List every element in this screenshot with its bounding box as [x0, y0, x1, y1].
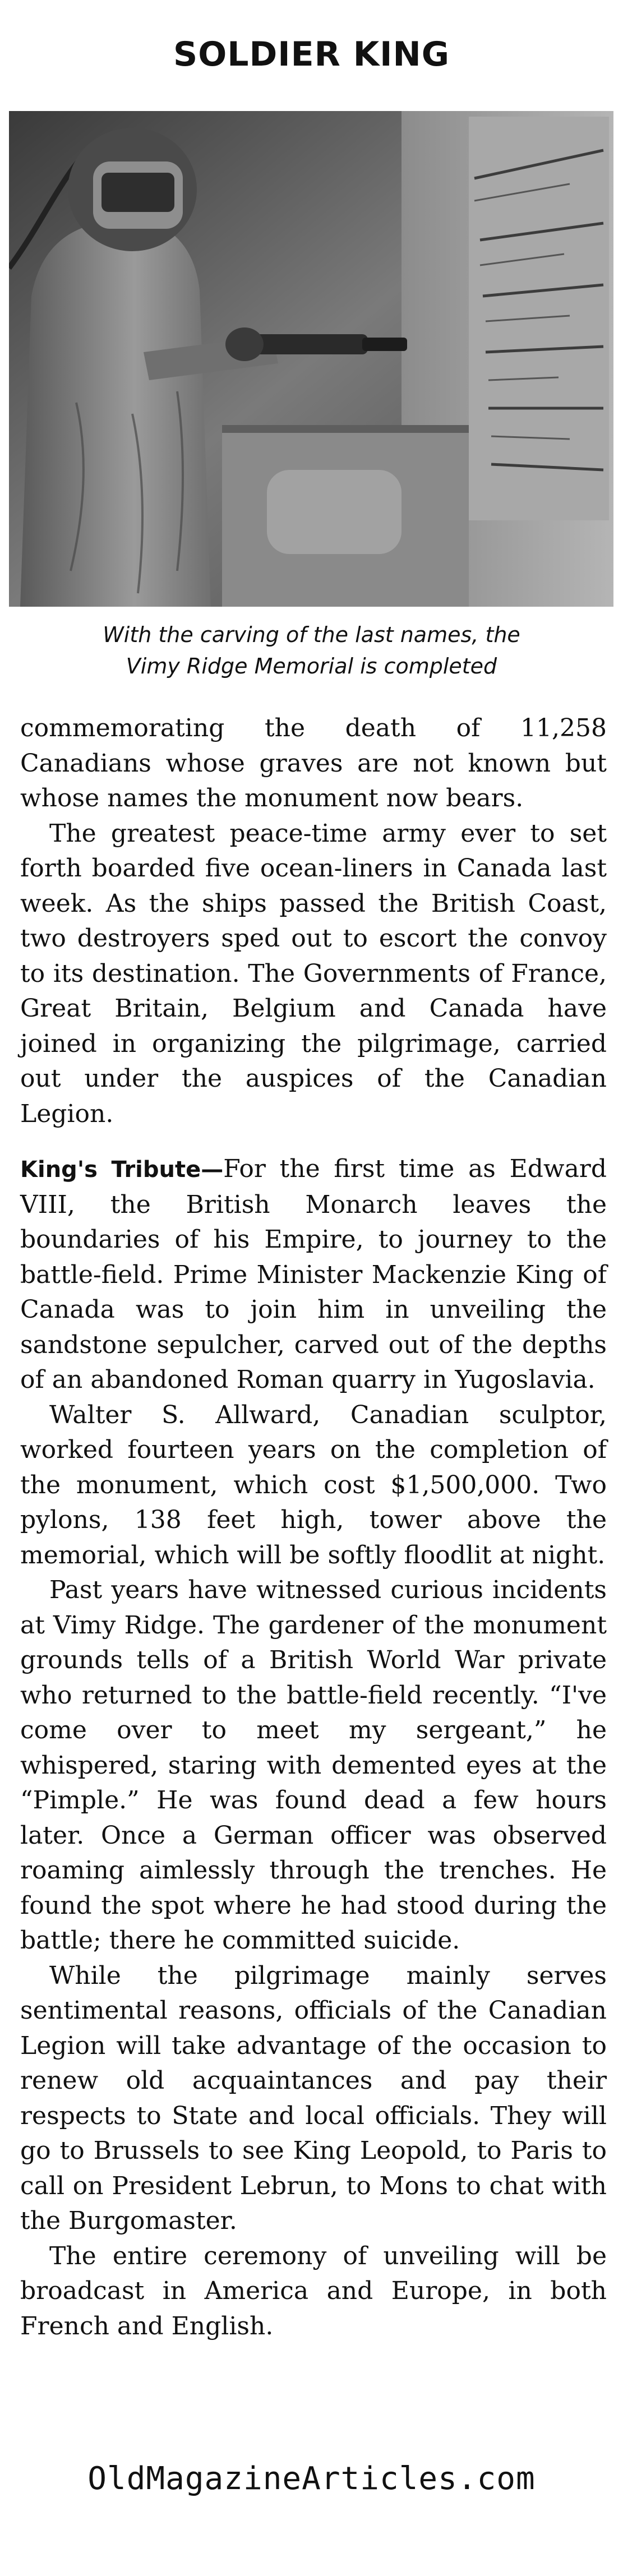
paragraph-kings-tribute-text: For the first time as Edward VIII, the British Monarch leaves the boundaries of his Empire, to journey to the battle-field. Prime Minister Mackenzie King of Canada was to join him in unveiling the sandstone sepulcher, carved out of the depths of an abandoned Roman quarry in Yugoslavia.	[20, 1155, 607, 1394]
photo-caption-line1: With the carving of the last names, the	[103, 622, 520, 647]
paragraph-pilgrimage: The greatest peace-time army ever to set forth boarded five ocean-liners in Canada last week. As the ships passed the British Coast, two destroyers sped out to escort the convoy to its destination. The Governments of France, Great Britain, Belgium and Canada have joined in organizing the pilgrimage, carried out under the auspices of the Canadian Legion.	[20, 819, 607, 1128]
paragraph-incidents: Past years have witnessed curious incidents at Vimy Ridge. The gardener of the monument grounds tells of a British World War private who returned to the battle-field recently. “I've come over to meet my sergeant,” he whispered, staring with demented eyes at the “Pimple.” He was found dead a few hours later. Once a German officer was observed roaming aimlessly through the trenches. He found the spot where he had stood during the battle; there he committed suicide.	[20, 1576, 607, 1955]
photo-caption-line2: Vimy Ridge Memorial is completed	[126, 654, 497, 678]
site-watermark: OldMagazineArticles.com	[87, 2460, 536, 2497]
section-lead-kings-tribute: King's Tribute—	[20, 1157, 224, 1183]
photo-caption	[0, 619, 623, 682]
paragraph-kings-tribute	[20, 1152, 607, 1398]
paragraph-broadcast: The entire ceremony of unveiling will be broadcast in America and Europe, in both French and English.	[20, 2241, 607, 2340]
memorial-photo-illustration	[9, 111, 613, 607]
paragraph-legion: While the pilgrimage mainly serves sentimental reasons, officials of the Canadian Legion will take advantage of the occasion to renew old acquaintances and pay their respects to State and local officials. They will go to Brussels to see King Leopold, to Paris to call on President Lebrun, to Mons to chat with the Burgomaster.	[20, 1961, 607, 2235]
paragraph-sculptor: Walter S. Allward, Canadian sculptor, worked fourteen years on the completion of the monument, which cost $1,500,000. Two pylons, 138 feet high, tower above the memorial, which will be softly floodlit at night.	[20, 1400, 607, 1569]
memorial-photo	[9, 111, 613, 607]
paragraph-memorial: commemorating the death of 11,258 Canadians whose graves are not known but whose names the monument now bears.	[20, 714, 607, 812]
article-title: SOLDIER KING	[173, 35, 450, 74]
article-body	[20, 711, 607, 2344]
